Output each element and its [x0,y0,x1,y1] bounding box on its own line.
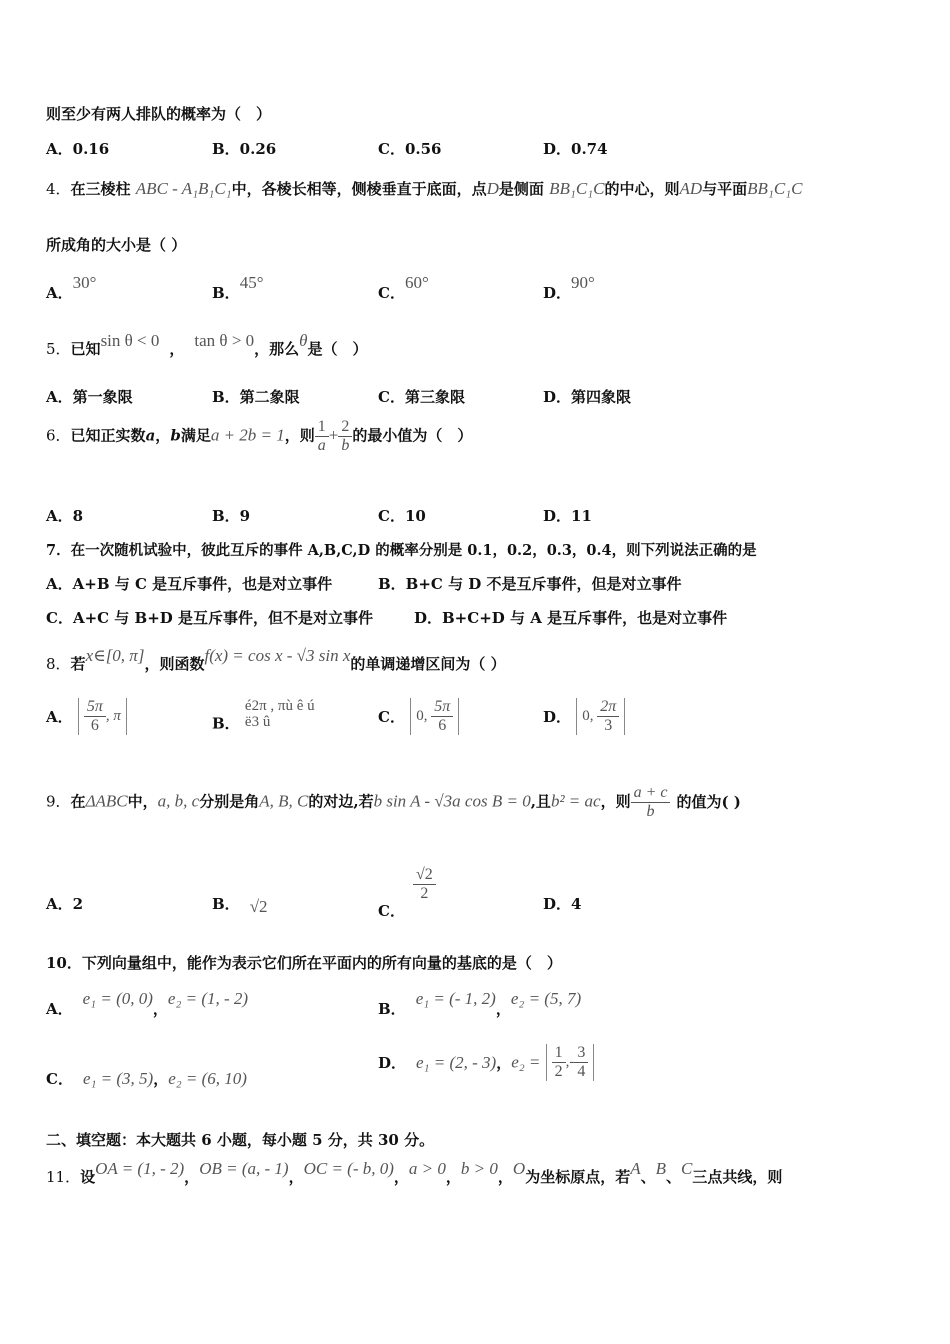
vector-e1: e₁ = (0, 0) [82,989,153,1008]
q9-stem [46,784,741,821]
q6-option-c: C．10 [378,507,426,525]
q6-text: 的最小值为（ ） [352,426,473,445]
q4-math-face: BB₁C₁C [549,179,605,198]
q10-option-b [378,988,582,1018]
q4-math-line: AD [679,179,703,198]
separator: 、 [640,1168,656,1186]
q9-text: 中， [127,792,158,811]
option-label: C． [46,1070,73,1088]
q9-text: 在 [70,792,86,811]
q5-text: 已知 [70,340,101,358]
q10-d-vector-components: $\frac{1}{2}$ ,- $\frac{3}{4}$ [546,1044,595,1081]
separator: ， [495,1000,511,1018]
q6-var-b: b [170,426,181,445]
q4-math-plane: BB₁C₁C [747,179,803,198]
q8-option-b [212,698,317,748]
q4-text: 是侧面 [498,180,544,198]
q11-math-origin: O [512,1159,526,1178]
option-fraction [413,866,436,903]
q11-text: 设 [80,1168,96,1186]
q8-text: ，则函数 [144,655,205,673]
q4-number: 4． [46,180,71,198]
q8-b-interval-garbled [245,698,317,748]
q11-text: 为坐标原点，若 [525,1168,631,1186]
q7-option-c: C．A+C 与 B+D 是互斥事件，但不是对立事件 [46,609,374,627]
option-value: 4 [571,895,582,913]
q6-fraction-2 [338,418,352,455]
option-label: C． [378,901,405,920]
option-value: 60° [404,273,429,292]
option-label: D． [543,895,572,913]
denominator: a [315,436,329,455]
option-value: 2 [72,895,84,913]
denominator: 2 [413,884,436,903]
option-label: B． [378,1000,406,1018]
q4-option-a [46,272,97,302]
option-value: 45° [239,273,264,292]
q4-math-point: D [486,179,499,198]
vector-e2: e₂ = (6, 10) [168,1069,247,1088]
q11-math-point-a: A [630,1159,641,1178]
q5-math-sin: sin θ < 0 [100,331,160,350]
numerator: 5π [434,698,451,715]
separator: ， [153,1070,169,1088]
separator: ， [152,1000,168,1018]
q8-c-interval [410,698,459,735]
option-label: C． [378,284,405,302]
numerator: 2 [341,418,350,435]
q8-stem [46,645,506,673]
numerator: 5π [86,698,103,715]
vector-e2: e₂ = [511,1052,541,1072]
numerator: 2π [600,698,617,715]
q8-math-domain: x∈[0, π] [85,646,145,665]
q4-stem [46,178,802,199]
q11-stem [46,1158,783,1186]
q4-text: 在三棱柱 [70,180,131,198]
q4-text: 中，各棱长相等，侧棱垂直于底面，点 [231,180,487,198]
denominator: b [631,802,671,821]
q4-option-d [543,272,595,302]
q8-option-c [378,698,459,735]
q5-math-tan: tan θ > 0 [194,331,255,350]
option-label: B． [212,284,240,302]
q5-number: 5． [46,340,71,358]
q7-stem: 7．在一次随机试验中，彼此互斥的事件 A,B,C,D 的概率分别是 0.1，0.2，0.3，0.4，则下列说法正确的是 [46,542,757,559]
q9-text: 的对边,若 [308,792,374,811]
q3-stem-tail: 则至少有两人排队的概率为（ ） [46,105,272,123]
b-glyphs: é2π , πù ê ú ë3 û [244,698,315,730]
fraction [84,698,106,735]
q8-math-function: f(x) = cos x - √3 sin x [204,646,351,665]
fraction [552,1044,566,1081]
q8-a-interval [78,698,127,735]
option-value: 90° [571,273,595,292]
q5-stem [46,330,368,358]
q6-number: 6． [46,426,71,445]
q5-math-theta: θ [299,331,308,350]
option-value: 30° [72,273,97,292]
option-label: B． [212,714,240,733]
q9-math-angles: A, B, C [259,791,309,811]
q11-math-oc: OC = (- b, 0) [303,1159,394,1178]
option-label: A． [46,708,73,726]
separator: ， [497,1168,513,1186]
q4-stem-line2: 所成角的大小是（ ） [46,236,187,254]
vector-e1: e₁ = (2, - 3) [416,1052,497,1072]
separator: ， [393,1168,409,1186]
vector-e1: e₁ = (3, 5) [82,1069,154,1088]
q4-text: 与平面 [702,180,748,198]
numerator: 1 [554,1044,563,1061]
option-label: D． [543,284,572,302]
fraction [597,698,619,735]
q11-math-point-c: C [681,1159,693,1178]
q5-text: ， [169,340,185,358]
separator: ， [496,1054,512,1072]
q4-option-b [212,272,264,302]
option-value: √2 [249,897,268,916]
denominator: 2 [552,1062,566,1081]
q6-fraction-1 [315,418,329,455]
numerator: 3 [577,1044,586,1061]
numerator: √2 [415,866,433,883]
q11-math-point-b: B [655,1159,667,1178]
separator: ， [184,1168,200,1186]
q8-text: 若 [70,655,86,673]
q9-option-d [543,866,582,913]
q11-math-b-positive: b > 0 [460,1159,498,1178]
vector-e2: e₂ = (1, - 2) [167,989,249,1008]
vector-e1: e₁ = (- 1, 2) [415,989,496,1008]
separator: ， [288,1168,304,1186]
denominator: 3 [597,716,619,735]
q8-option-a [46,698,127,735]
q9-option-b [212,866,268,916]
fraction [431,698,453,735]
option-label: A． [46,1000,73,1018]
q9-math-triangle: ΔABC [85,791,128,811]
q11-math-ob: OB = (a, - 1) [199,1159,289,1178]
q10-stem: 10．下列向量组中，能作为表示它们所在平面内的所有向量的基底的是（ ） [46,954,562,972]
q9-math-sides: a, b, c [157,791,200,811]
q5-option-b: B．第二象限 [212,388,300,406]
fraction [574,1044,588,1081]
q11-math-a-positive: a > 0 [408,1159,446,1178]
q8-d-interval [576,698,625,735]
q10-option-d [378,1044,594,1081]
separator: ， [445,1168,461,1186]
q5-text: 是（ ） [307,340,368,358]
q6-option-a: A．8 [46,507,84,525]
q6-option-d: D．11 [543,507,592,525]
interval-start: 0, [582,707,598,724]
q9-number: 9． [46,792,71,811]
q3-option-a: A．0.16 [46,140,110,158]
q6-option-b: B．9 [212,507,251,525]
q11-math-oa: OA = (1, - 2) [95,1159,185,1178]
q7-option-b: B．B+C 与 D 不是互斥事件，但是对立事件 [378,575,682,593]
q8-text: 的单调递增区间为（ ） [350,655,506,673]
q6-text: 已知正实数 [70,426,146,445]
q7-option-a: A．A+B 与 C 是互斥事件，也是对立事件 [46,575,333,593]
q6-math-constraint: a + 2b = 1 [210,425,285,445]
q6-text: ， [155,426,171,445]
q9-text: ，则 [600,792,631,811]
q9-math-condition: b² = ac [550,791,601,811]
q6-text: 满足 [180,426,211,445]
q11-text: 三点共线，则 [692,1168,783,1186]
q5-text: ，那么 [254,340,300,358]
option-label: B． [212,895,240,913]
section-2-heading: 二、填空题：本大题共 6 小题，每小题 5 分，共 30 分。 [46,1131,435,1149]
q6-var-a: a [145,426,156,445]
q3-option-d: D．0.74 [543,140,608,158]
numerator: a + c [633,784,668,801]
q9-fraction [631,784,671,821]
q5-option-d: D．第四象限 [543,388,632,406]
q4-math-prism: ABC - A₁B₁C₁ [135,179,232,198]
q4-option-c [378,272,429,302]
option-label: C． [378,708,405,726]
interval-start: 0, [416,707,432,724]
denominator: 6 [431,716,453,735]
vector-e2: e₂ = (5, 7) [510,989,582,1008]
q8-option-d [543,698,625,735]
q5-option-c: C．第三象限 [378,388,465,406]
q9-text: 的值为( ) [676,792,741,811]
interval-end: , π [105,707,121,724]
q6-text: ，则 [284,426,315,445]
q5-option-a: A．第一象限 [46,388,133,406]
q9-text: ,且 [530,792,551,811]
denominator: b [338,436,352,455]
q10-option-a [46,988,249,1018]
q3-option-b: B．0.26 [212,140,277,158]
option-label: D． [378,1054,407,1072]
q8-number: 8． [46,655,71,673]
q4-text: 的中心，则 [604,180,680,198]
denominator: 6 [84,716,106,735]
denominator: 4 [574,1062,588,1081]
option-label: A． [46,284,73,302]
option-label: A． [46,895,73,913]
q6-plus: + [328,425,339,445]
q9-option-a [46,866,84,913]
q11-number: 11． [46,1168,81,1186]
option-label: D． [543,708,572,726]
separator: 、 [666,1168,682,1186]
q9-text: 分别是角 [199,792,260,811]
numerator: 1 [317,418,326,435]
q10-option-c [46,1068,247,1089]
q6-stem [46,418,472,455]
q7-option-d: D．B+C+D 与 A 是互斥事件，也是对立事件 [414,609,728,627]
q3-option-c: C．0.56 [378,140,442,158]
q9-math-equation: b sin A - √3a cos B = 0 [373,791,531,811]
q9-option-c [378,866,436,920]
